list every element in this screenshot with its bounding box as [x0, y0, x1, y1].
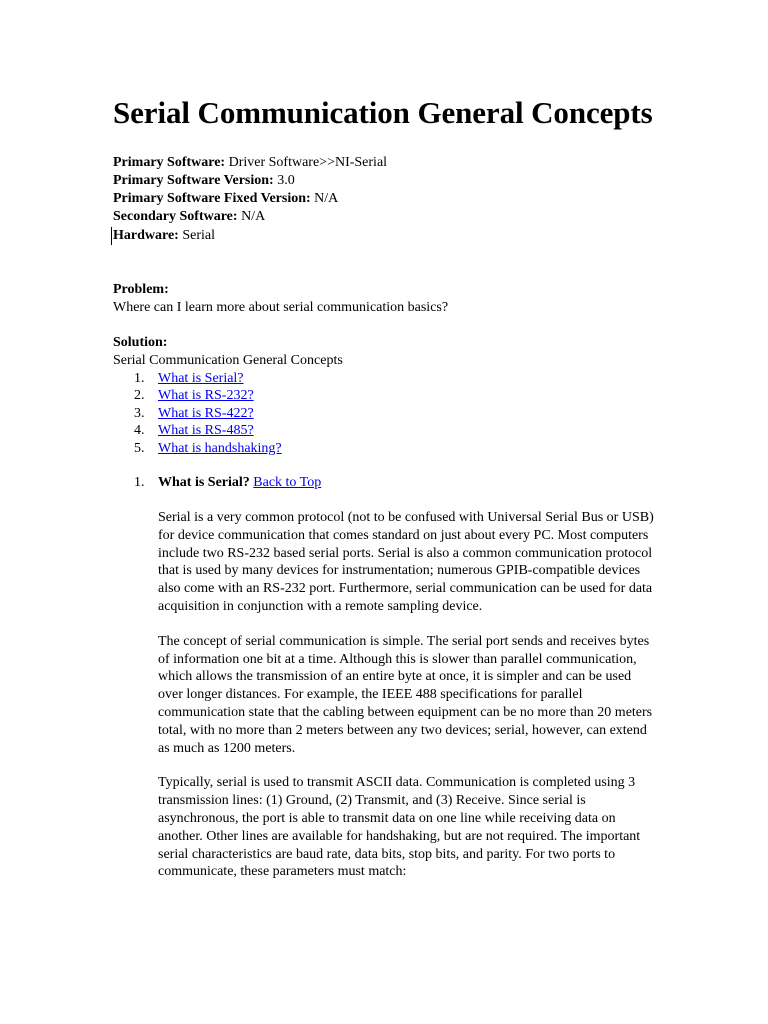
problem-heading: Problem: [113, 282, 169, 297]
toc-link-what-is-serial[interactable]: What is Serial? [158, 371, 244, 386]
meta-value: Driver Software>>NI-Serial [228, 155, 388, 170]
section-number: 1. [134, 475, 145, 491]
document-page [113, 92, 673, 881]
meta-value: Serial [182, 228, 215, 243]
toc-item [113, 422, 673, 439]
toc-number: 3. [134, 405, 145, 421]
meta-value: N/A [314, 191, 339, 206]
solution-section [113, 334, 673, 457]
meta-label: Hardware: [113, 228, 179, 243]
meta-value: 3.0 [277, 173, 295, 188]
section-heading: What is Serial? [158, 475, 250, 491]
table-of-contents [113, 370, 673, 457]
meta-label: Primary Software Fixed Version: [113, 191, 311, 206]
toc-number: 2. [134, 388, 145, 404]
meta-primary-version [113, 172, 673, 190]
meta-label: Primary Software: [113, 155, 226, 170]
section-what-is-serial [113, 474, 673, 881]
toc-number: 1. [134, 371, 145, 386]
meta-label: Secondary Software: [113, 209, 238, 224]
meta-primary-software [113, 154, 673, 172]
toc-number: 4. [134, 423, 145, 439]
page-title: Serial Communication General Concepts [113, 95, 653, 130]
paragraph: Serial is a very common protocol (not to be confused with Universal Serial Bus or USB) for device communication that comes standard on just about every PC. Most computers include two RS-232 based serial ports. Serial is also a common communication protocol that is used by many devices for instrumentation; numerous GPIB-compatible devices also come with an RS-232 port. Furthermore, serial communication can be used for data acquisition in conjunction with a remote sampling device. [158, 510, 654, 615]
solution-intro: Serial Communication General Concepts [113, 353, 343, 368]
toc-link-what-is-rs422[interactable]: What is RS-422? [158, 405, 254, 421]
toc-link-what-is-handshaking[interactable]: What is handshaking? [158, 440, 282, 456]
toc-link-what-is-rs232[interactable]: What is RS-232? [158, 388, 254, 404]
toc-item [113, 440, 673, 457]
meta-label: Primary Software Version: [113, 173, 274, 188]
paragraph: The concept of serial communication is simple. The serial port sends and receives bytes of information one bit at a time. Although this is slower than parallel communication, which allows the transmission of an entire byte at once, it is simpler and can be used over longer distances. For example, the IEEE 488 specifications for parallel communication state that the cabling between equipment can be no more than 20 meters total, with no more than 2 meters between any two devices; serial, however, can extend as much as 1200 meters. [158, 633, 653, 756]
meta-value: N/A [241, 209, 266, 224]
problem-text: Where can I learn more about serial communication basics? [113, 300, 449, 315]
meta-fixed-version [113, 190, 673, 208]
toc-item [113, 387, 673, 404]
meta-hardware [111, 227, 673, 245]
metadata-block [113, 154, 673, 245]
problem-section [113, 281, 673, 317]
paragraph: Typically, serial is used to transmit ASCII data. Communication is completed using 3 transmission lines: (1) Ground, (2) Transmit, and (3) Receive. Since serial is asynchronous, the port is able to transmit data on one line while receiving data on another. Other lines are available for handshaking, but are not required. The important serial characteristics are baud rate, data bits, stop bits, and parity. For two ports to communicate, these parameters must match: [158, 775, 641, 880]
toc-item [113, 370, 673, 387]
toc-link-what-is-rs485[interactable]: What is RS-485? [158, 423, 254, 439]
solution-heading: Solution: [113, 335, 168, 350]
section-heading-row [134, 474, 673, 492]
toc-number: 5. [134, 440, 145, 456]
toc-item [113, 405, 673, 422]
meta-secondary-software [113, 208, 673, 226]
back-to-top-link[interactable]: Back to Top [253, 475, 322, 491]
